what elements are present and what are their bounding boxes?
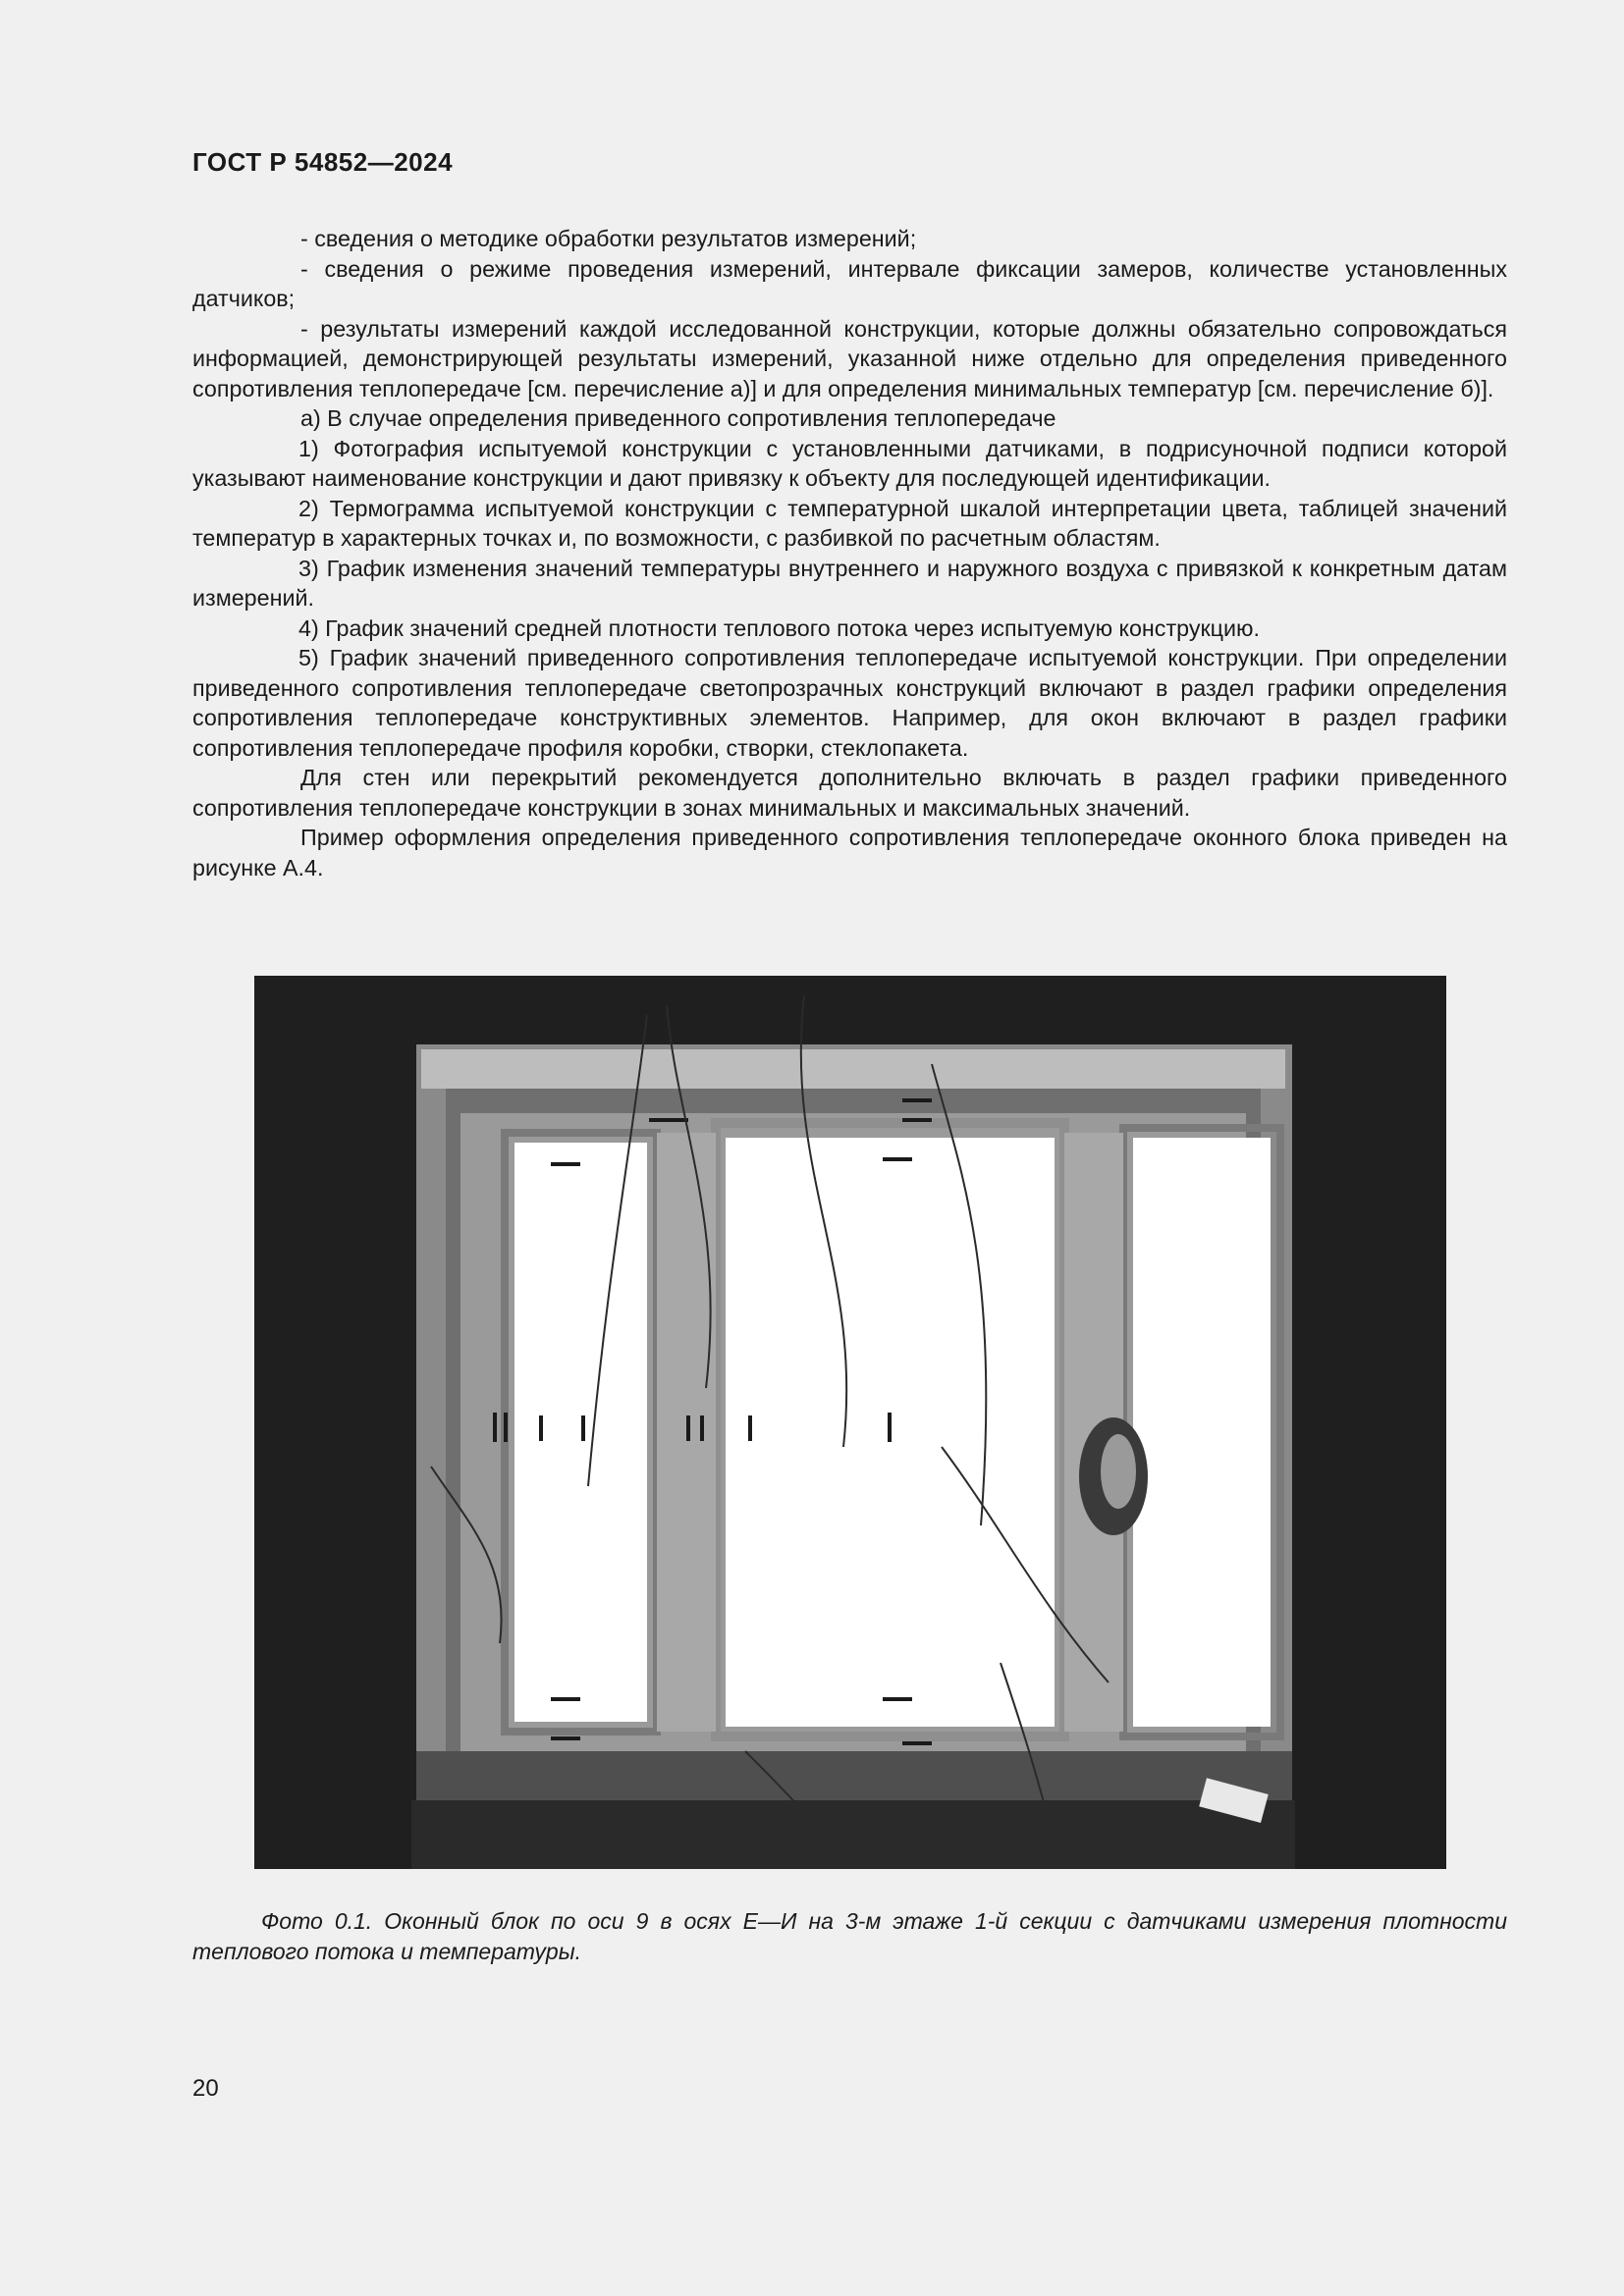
page-number: 20	[192, 2075, 219, 2102]
paragraph: - результаты измерений каждой исследованной конструкции, которые должны обязательно сопровождаться информацией, демонстрирующей результаты измерений, указанной ниже отдельно для определения приведенного сопротивления теплопередаче [см. перечисление а)] и для определения минимальных температур [см. перечисление б)].	[192, 315, 1507, 401]
paragraph: Пример оформления определения приведенного сопротивления теплопередаче оконного блока приведен на рисунке А.4.	[192, 825, 1507, 881]
window-photo	[254, 976, 1446, 1869]
paragraph: а) В случае определения приведенного сопротивления теплопередаче	[300, 405, 1056, 431]
paragraph: 3) График изменения значений температуры внутреннего и наружного воздуха с привязкой к конкретным датам измерений.	[192, 555, 1507, 611]
paragraph: 1) Фотография испытуемой конструкции с установленными датчиками, в подрисуночной подписи которой указывают наименование конструкции и дают привязку к объекту для последующей идентификации.	[192, 435, 1507, 491]
paragraph: Для стен или перекрытий рекомендуется дополнительно включать в раздел графики приведенного сопротивления теплопередаче конструкции в зонах минимальных и максимальных значений.	[192, 765, 1507, 821]
paragraph: - сведения о режиме проведения измерений, интервале фиксации замеров, количестве установленных датчиков;	[192, 255, 1507, 311]
paragraph: 5) График значений приведенного сопротивления теплопередаче испытуемой конструкции. При определении приведенного сопротивления теплопередаче светопрозрачных конструкций включают в раздел графики определения сопротивления теплопередаче конструктивных элементов. Например, для окон включают в раздел графики сопротивления теплопередаче профиля коробки, створки, стеклопакета.	[192, 645, 1507, 761]
figure-caption: Фото 0.1. Оконный блок по оси 9 в осях Е—И на 3-м этаже 1-й секции с датчиками измерения плотности теплового потока и температуры.	[192, 1908, 1507, 1964]
document-header: ГОСТ Р 54852—2024	[192, 147, 454, 177]
paragraph: - сведения о методике обработки результатов измерений;	[300, 226, 917, 251]
paragraph: 2) Термограмма испытуемой конструкции с температурной шкалой интерпретации цвета, таблицей значений температур в характерных точках и, по возможности, с разбивкой по расчетным областям.	[192, 495, 1507, 551]
paragraph: 4) График значений средней плотности теплового потока через испытуемую конструкцию.	[298, 614, 1260, 641]
body-text	[192, 224, 1507, 882]
